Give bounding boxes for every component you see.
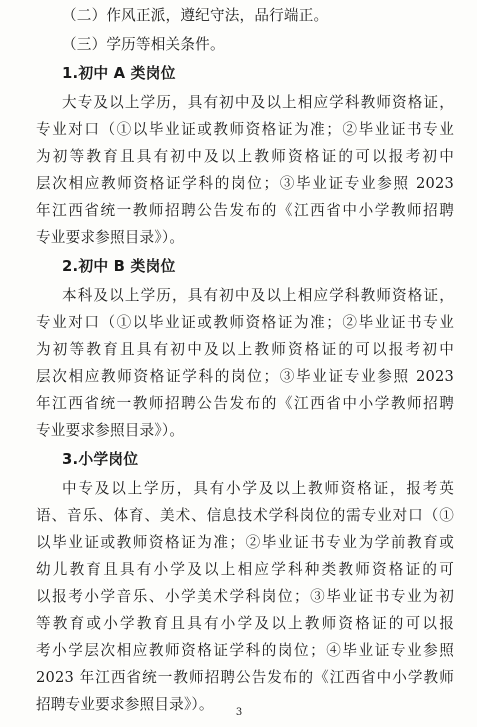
paragraph-line: 幼儿教育且具有小学及以上相应学科种类教师资格证的可 [36, 561, 454, 578]
paragraph-line: 语、音乐、体育、美术、信息技术学科岗位的需专业对口（① [36, 507, 454, 524]
paragraph-line: 为初等教育且具有初中及以上教师资格证的可以报考初中 [36, 341, 454, 358]
paragraph-line: 专业要求参照目录》）。 [36, 422, 185, 439]
heading-junior-b-post: 2.初中 B 类岗位 [62, 258, 176, 275]
page-number: 3 [235, 707, 243, 718]
paragraph-line: 年江西省统一教师招聘公告发布的《江西省中小学教师招聘 [36, 202, 454, 219]
section-two-conduct: （二）作风正派，遵纪守法，品行端正。 [62, 7, 329, 24]
paragraph-line: 以报考小学音乐、小学美术学科岗位；③毕业证书专业为初 [36, 588, 454, 605]
paragraph-line: 为初等教育且具有初中及以上教师资格证的可以报考初中 [36, 148, 454, 165]
heading-junior-a-post: 1.初中 A 类岗位 [62, 65, 176, 82]
paragraph-line: 等教育或小学教育且具有小学及以上教师资格证的可以报 [36, 615, 454, 632]
paragraph-line: 本科及以上学历，具有初中及以上相应学科教师资格证， [62, 287, 454, 304]
paragraph-line: 专业对口（①以毕业证或教师资格证为准；②毕业证书专业 [36, 314, 454, 331]
paragraph-line: 专业对口（①以毕业证或教师资格证为准；②毕业证书专业 [36, 121, 454, 138]
paragraph-line: 2023 年江西省统一教师招聘公告发布的《江西省中小学教师 [36, 669, 454, 686]
section-three-education: （三）学历等相关条件。 [62, 36, 225, 53]
paragraph-line: 招聘专业要求参照目录》）。 [36, 696, 214, 713]
paragraph-line: 专业要求参照目录》）。 [36, 229, 185, 246]
paragraph-line: 年江西省统一教师招聘公告发布的《江西省中小学教师招聘 [36, 395, 454, 412]
paragraph-line: 层次相应教师资格证学科的岗位；③毕业证专业参照 2023 [36, 368, 454, 385]
paragraph-line: 中专及以上学历，具有小学及以上教师资格证，报考英 [62, 480, 454, 497]
paragraph-line: 层次相应教师资格证学科的岗位；③毕业证专业参照 2023 [36, 175, 454, 192]
paragraph-line: 大专及以上学历，具有初中及以上相应学科教师资格证， [62, 94, 454, 111]
paragraph-line: 以毕业证或教师资格证为准；②毕业证书专业为学前教育或 [36, 534, 454, 551]
paragraph-line: 考小学层次相应教师资格证学科的岗位；④毕业证专业参照 [36, 642, 454, 659]
heading-primary-post: 3.小学岗位 [62, 451, 139, 468]
